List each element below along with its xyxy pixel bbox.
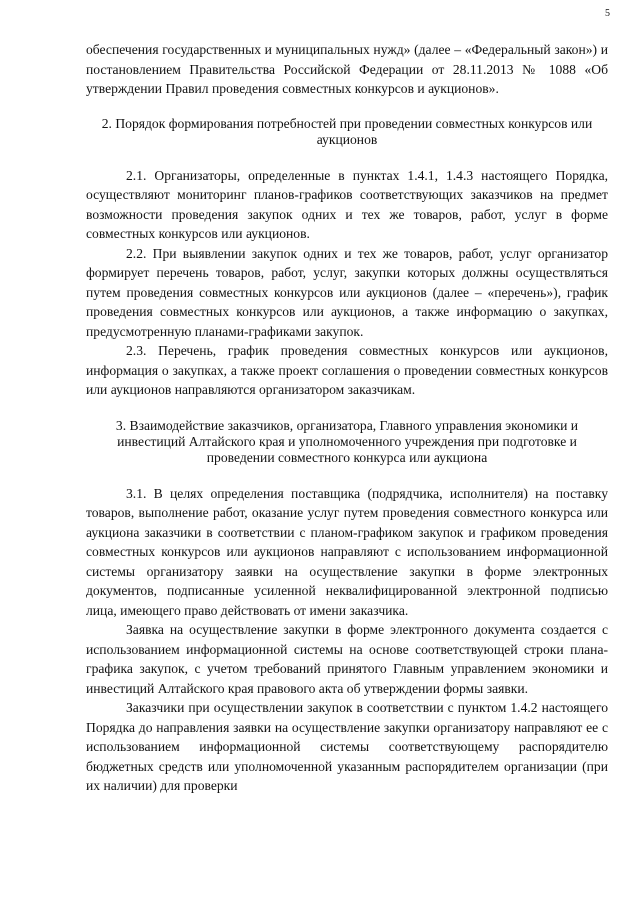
section-2-heading: 2. Порядок формирования потребностей при проведении совместных конкурсов или аукционов bbox=[101, 115, 593, 147]
intro-paragraph: обеспечения государственных и муниципальных нужд» (далее – «Федеральный закон») и постановлением Правительства Российской Федерации от 28.11.2013 № 1088 «Об утверждении Правил проведения совместных конкурсов и аукционов». bbox=[86, 42, 608, 96]
paragraph-2-2: 2.2. При выявлении закупок одних и тех же товаров, работ, услуг организатор формирует перечень товаров, работ, услуг, закупки которых должны осуществляться путем проведения совместных конкурсов или аукционов (далее – «перечень»), график проведения совместных конкурсов или аукционов, а также информацию о закупках, предусмотренную планами-графиками закупок. bbox=[86, 245, 608, 339]
page-number: 5 bbox=[605, 8, 610, 19]
paragraph-2-1: 2.1. Организаторы, определенные в пунктах 1.4.1, 1.4.3 настоящего Порядка, осуществляют мониторинг планов-графиков соответствующих заказчиков на предмет возможности проведения закупок одних и тех же товаров, работ, услуг в форме совместных конкурсов или аукционов. bbox=[86, 167, 608, 241]
paragraph-2-3: 2.3. Перечень, график проведения совместных конкурсов или аукционов, информация о закупках, а также проект соглашения о проведении совместных конкурсов или аукционов направляются организатором заказчикам. bbox=[86, 343, 608, 397]
paragraph-3-1-customers: Заказчики при осуществлении закупок в соответствии с пунктом 1.4.2 настоящего Порядка до направления заявки на осуществление закупки организатору направляют ее с использованием информационной системы соответствующему распорядителю бюджетных средств или уполномоченной указанным распорядителем организации (при их наличии) для проверки bbox=[86, 700, 608, 793]
document-body bbox=[86, 40, 608, 796]
paragraph-3-1: 3.1. В целях определения поставщика (подрядчика, исполнителя) на поставку товаров, выполнение работ, оказание услуг путем проведения совместного конкурса или аукциона заказчики в соответствии с планом-графиком закупок и графиком проведения совместных конкурсов или аукционов направляют с использованием информационной системы организатору заявки на осуществление закупки в форме электронных документов, подписанные усиленной неквалифицированной электронной подписью лица, имеющего право действовать от имени заказчика. bbox=[86, 485, 608, 618]
paragraph-3-1-application: Заявка на осуществление закупки в форме электронного документа создается с использованием информационной системы на основе соответствующей строки плана-графика закупок, с учетом требований принятого Главным управлением экономики и инвестиций Алтайского края правового акта об утверждении формы заявки. bbox=[86, 622, 608, 696]
section-3-heading: 3. Взаимодействие заказчиков, организатора, Главного управления экономики и инвестиций Алтайского края и уполномоченного учреждения при подготовке и проведении совместного конкурса или аукциона bbox=[115, 417, 579, 465]
